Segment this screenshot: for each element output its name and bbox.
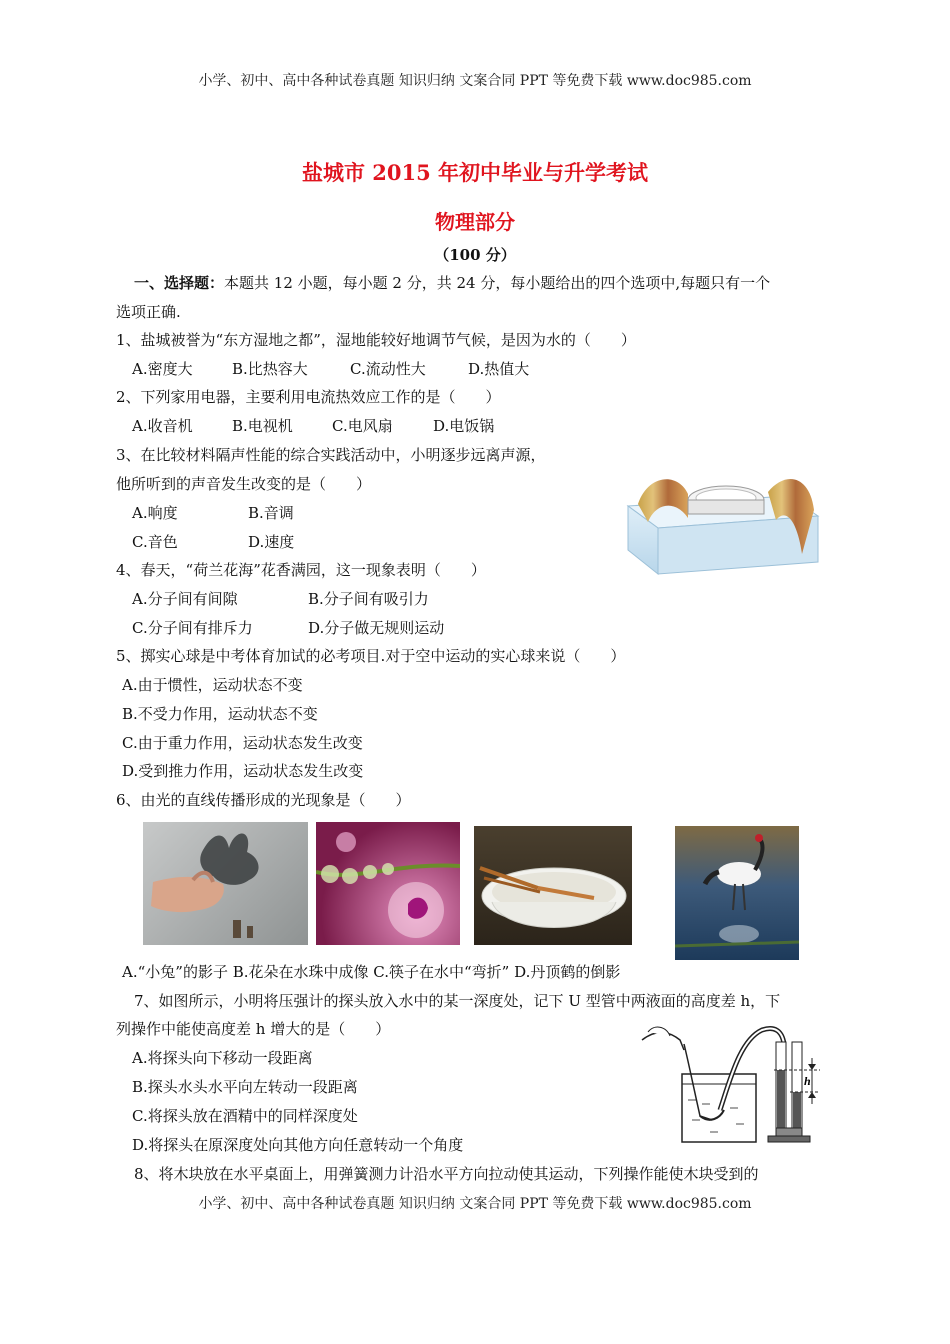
total-score: （100 分） <box>434 246 516 264</box>
q1-option-c: C.流动性大 <box>350 360 426 378</box>
q1-option-d: D.热值大 <box>468 360 530 378</box>
q3-stem-1: 3、在比较材料隔声性能的综合实践活动中，小明逐步远离声源， <box>116 446 546 464</box>
q8-stem: 8、将木块放在水平桌面上，用弹簧测力计沿水平方向拉动使其运动，下列操作能使木块受到的 <box>134 1165 759 1183</box>
q4-option-b: B.分子间有吸引力 <box>308 590 429 608</box>
q7-option-b: B.探头水头水平向左转动一段距离 <box>132 1078 358 1096</box>
section-text: 本题共 12 小题，每小题 2 分，共 24 分，每小题给出的四个选项中,每题只有一个 <box>224 274 771 292</box>
q1-stem: 1、盐城被誉为“东方湿地之都”，湿地能较好地调节气候，是因为水的（ ） <box>116 331 636 349</box>
q4-stem: 4、春天，“荷兰花海”花香满园，这一现象表明（ ） <box>116 561 486 579</box>
q7-option-d: D.将探头在原深度处向其他方向任意转动一个角度 <box>132 1136 464 1154</box>
q2-stem: 2、下列家用电器，主要利用电流热效应工作的是（ ） <box>116 388 501 406</box>
q4-option-c: C.分子间有排斥力 <box>132 619 253 637</box>
chopstick-in-bowl-photo <box>474 826 632 945</box>
exam-title: 盐城市 2015 年初中毕业与升学考试 <box>301 160 649 185</box>
q3-option-c: C.音色 <box>132 533 178 551</box>
q5-option-c: C.由于重力作用，运动状态发生改变 <box>122 734 363 752</box>
q5-option-a: A.由于惯性，运动状态不变 <box>122 676 303 694</box>
q2-option-a: A.收音机 <box>132 417 193 435</box>
q6-options: A.“小兔”的影子 B.花朵在水珠中成像 C.筷子在水中“弯折” D.丹顶鹤的倒影 <box>122 963 621 981</box>
q4-option-d: D.分子做无规则运动 <box>308 619 445 637</box>
q7-option-c: C.将探头放在酒精中的同样深度处 <box>132 1107 358 1125</box>
q1-option-b: B.比热容大 <box>232 360 308 378</box>
q2-option-c: C.电风扇 <box>332 417 393 435</box>
q4-option-a: A.分子间有间隙 <box>132 590 238 608</box>
section-intro <box>134 273 770 293</box>
rabbit-shadow-photo <box>143 822 308 945</box>
q5-stem: 5、掷实心球是中考体育加试的必考项目.对于空中运动的实心球来说（ ） <box>116 647 626 665</box>
q1-option-a: A.密度大 <box>132 360 193 378</box>
sound-insulation-box-figure <box>618 466 826 582</box>
section-text-2: 选项正确. <box>116 303 181 321</box>
q3-option-b: B.音调 <box>248 504 294 522</box>
q3-option-d: D.速度 <box>248 533 295 551</box>
q5-option-b: B.不受力作用，运动状态不变 <box>122 705 318 723</box>
q5-option-d: D.受到推力作用，运动状态发生改变 <box>122 762 364 780</box>
page-footer: 小学、初中、高中各种试卷真题 知识归纳 文案合同 PPT 等免费下载 www.doc985.com <box>198 1196 752 1212</box>
exam-subtitle: 物理部分 <box>435 210 515 234</box>
q6-stem: 6、由光的直线传播形成的光现象是（ ） <box>116 791 411 809</box>
q7-stem-1: 7、如图所示，小明将压强计的探头放入水中的某一深度处，记下 U 型管中两液面的高度差 h，下 <box>134 992 781 1010</box>
q2-option-b: B.电视机 <box>232 417 293 435</box>
pressure-gauge-figure <box>640 1020 830 1148</box>
q7-stem-2: 列操作中能使高度差 h 增大的是（ ） <box>116 1020 391 1038</box>
height-difference-label: h <box>804 1074 811 1088</box>
q7-option-a: A.将探头向下移动一段距离 <box>132 1049 313 1067</box>
crane-reflection-photo <box>675 826 799 960</box>
flower-in-water-droplet-photo <box>316 822 460 945</box>
q3-option-a: A.响度 <box>132 504 178 522</box>
q2-option-d: D.电饭锅 <box>433 417 495 435</box>
q3-stem-2: 他所听到的声音发生改变的是（ ） <box>116 475 372 493</box>
section-label: 一、选择题： <box>134 274 225 292</box>
page-header: 小学、初中、高中各种试卷真题 知识归纳 文案合同 PPT 等免费下载 www.doc985.com <box>198 73 752 89</box>
